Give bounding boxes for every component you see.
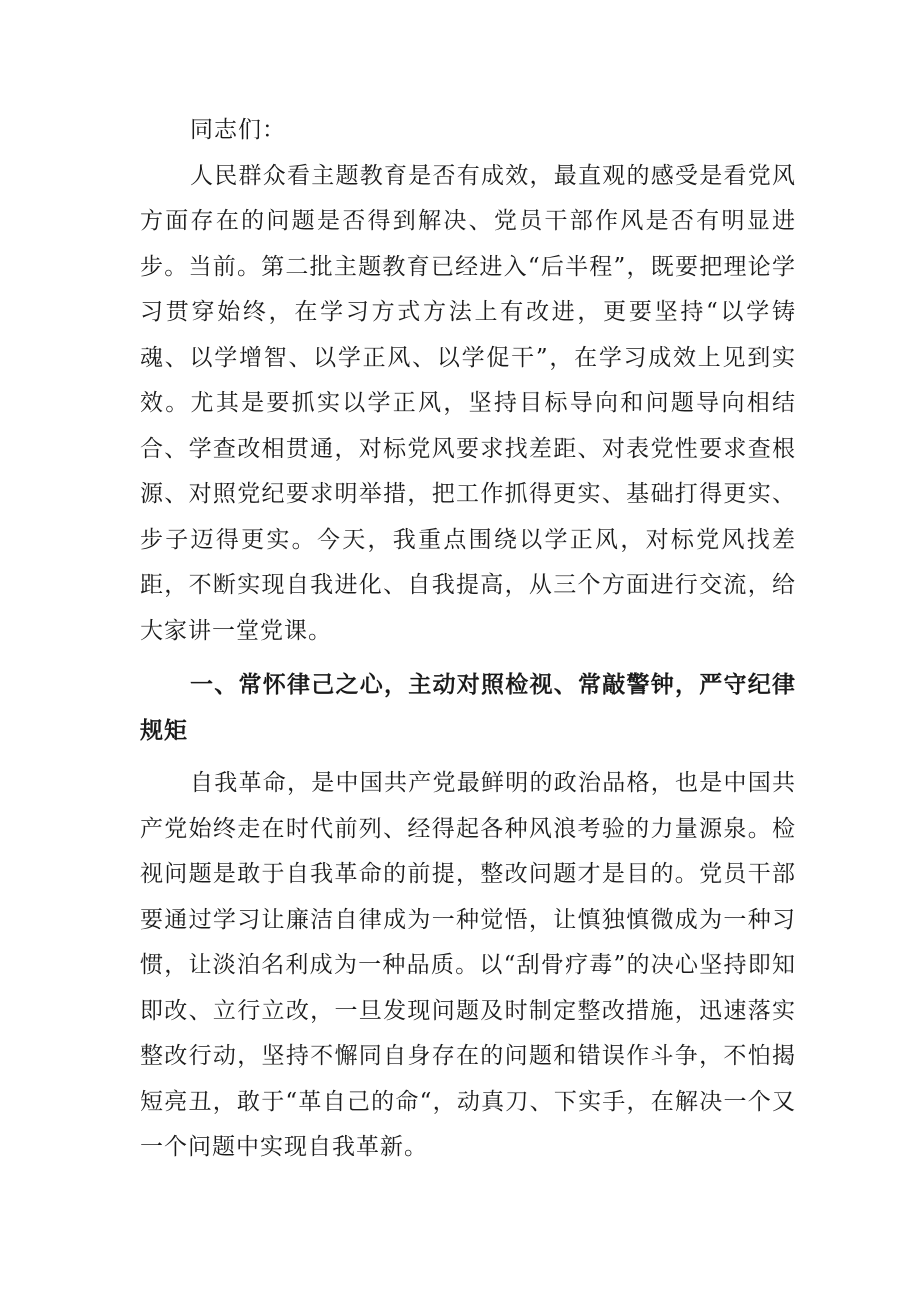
paragraph-intro: 人民群众看主题教育是否有成效，最直观的感受是看党风方面存在的问题是否得到解决、党员干部作风是否有明显进步。当前。第二批主题教育已经进入“后半程”，既要把理论学习贯穿始终，在学习方式方法上有改进，更要坚持“以学铸魂、以学增智、以学正风、以学促干”，在学习成效上见到实效。尤其是要抓实以学正风，坚持目标导向和问题导向相结合、学查改相贯通，对标党风要求找差距、对表党性要求查根源、对照党纪要求明举措，把工作抓得更实、基础打得更实、步子迈得更实。今天，我重点围绕以学正风，对标党风找差距，不断实现自我进化、自我提高，从三个方面进行交流，给大家讲一堂党课。 bbox=[140, 162, 796, 644]
greeting: 同志们： bbox=[190, 117, 286, 143]
section-heading-1: 一、常怀律己之心，主动对照检视、常敲警钟，严守纪律规矩 bbox=[140, 671, 796, 744]
paragraph-section-1: 自我革命，是中国共产党最鲜明的政治品格，也是中国共产党始终走在时代前列、经得起各种风浪考验的力量源泉。检视问题是敢于自我革命的前提，整改问题才是目的。党员干部要通过学习让廉洁自律成为一种觉悟，让慎独慎微成为一种习惯，让淡泊名利成为一种品质。以“刮骨疗毒”的决心坚持即知即改、立行立改，一旦发现问题及时制定整改措施，迅速落实整改行动，坚持不懈同自身存在的问题和错误作斗争，不怕揭短亮丑，敢于“革自己的命“，动真刀、下实手，在解决一个又一个问题中实现自我革新。 bbox=[140, 770, 796, 1160]
document-page bbox=[140, 108, 796, 1171]
